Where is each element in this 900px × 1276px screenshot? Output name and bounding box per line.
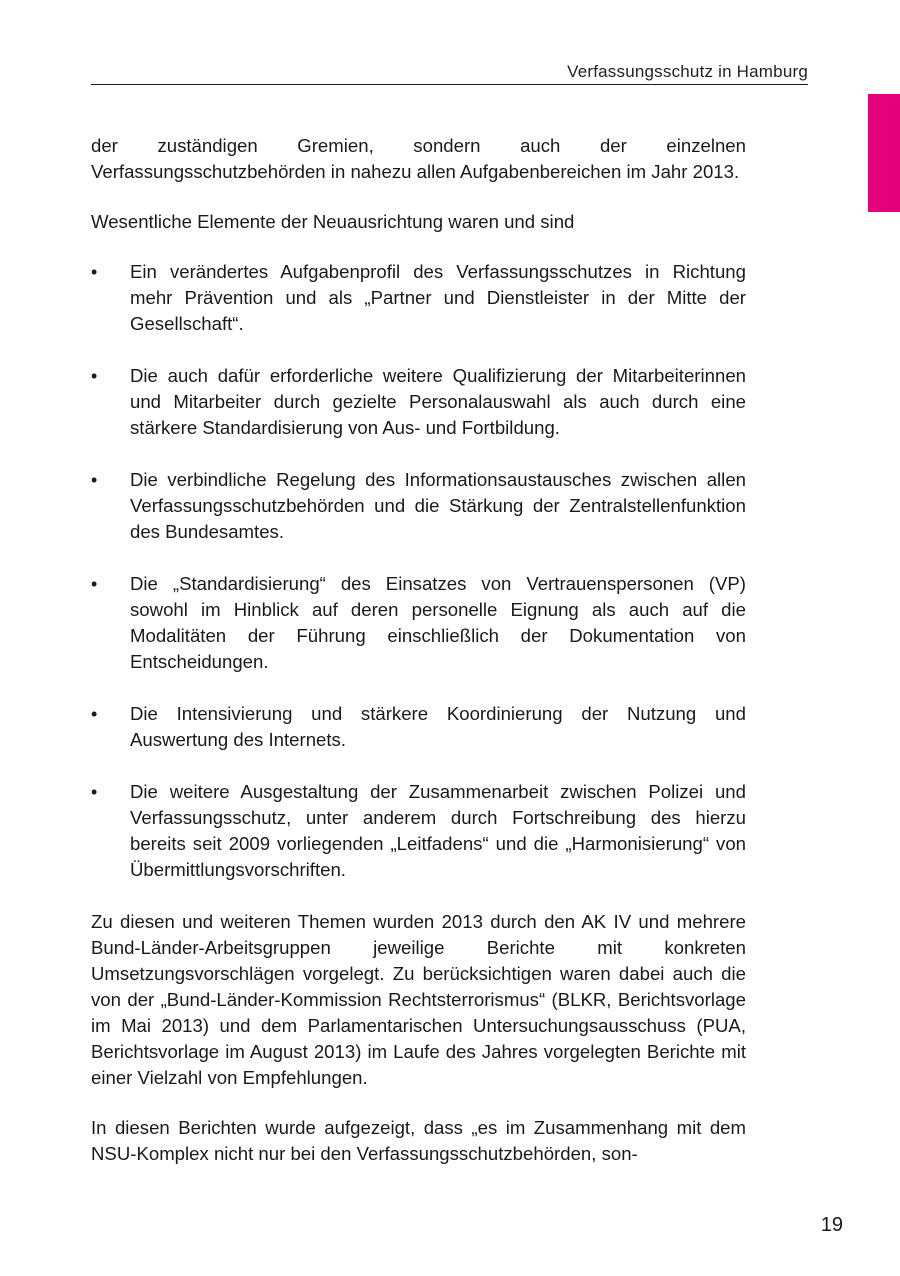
- paragraph-intro: der zuständigen Gremien, sondern auch der einzelnen Verfassungsschutzbehörden in nahezu allen Aufgabenbereichen im Jahr 2013.: [91, 135, 746, 182]
- chapter-color-tab: [868, 94, 900, 212]
- list-item: [91, 571, 746, 675]
- list-item: [91, 259, 746, 337]
- bullet-list: [91, 259, 746, 883]
- paragraph-list-lead: Wesentliche Elemente der Neuausrichtung waren und sind: [91, 211, 575, 232]
- bullet-icon: •: [91, 366, 98, 386]
- bullet-icon: •: [91, 704, 98, 724]
- paragraph-reports: Zu diesen und weiteren Themen wurden 2013 durch den AK IV und mehrere Bund-Länder-Arbeitsgruppen jeweilige Berichte mit konkreten Umsetzungsvorschlägen vorgelegt. Zu berücksichtigen waren dabei auch die von der „Bund-Länder-Kommission Rechtsterrorismus“ (BLKR, Berichtsvorlage im Mai 2013) und dem Parlamentarischen Untersuchungsausschuss (PUA, Berichtsvorlage im August 2013) im Laufe des Jahres vorgelegten Berichte mit einer Vielzahl von Empfehlungen.: [91, 911, 746, 1088]
- list-item: [91, 467, 746, 545]
- list-item-text: Die verbindliche Regelung des Informationsaustausches zwischen allen Verfassungsschutzbehörden und die Stärkung der Zentralstellenfunktion des Bundesamtes.: [130, 469, 746, 542]
- header-title: Verfassungsschutz in Hamburg: [567, 62, 808, 81]
- list-item-text: Die auch dafür erforderliche weitere Qualifizierung der Mitarbeiterinnen und Mitarbeiter durch gezielte Personalauswahl als auch durch eine stärkere Standardisierung von Aus- und Fortbildung.: [130, 365, 746, 438]
- list-item: [91, 779, 746, 883]
- bullet-icon: •: [91, 470, 98, 490]
- paragraph-findings: In diesen Berichten wurde aufgezeigt, dass „es im Zusammenhang mit dem NSU-Komplex nicht nur bei den Verfassungsschutzbehörden, son-: [91, 1117, 746, 1164]
- list-item-text: Die Intensivierung und stärkere Koordinierung der Nutzung und Auswertung des Internets.: [130, 703, 746, 750]
- list-item-text: Die weitere Ausgestaltung der Zusammenarbeit zwischen Polizei und Verfassungsschutz, unter anderem durch Fortschreibung des hierzu bereits seit 2009 vorliegenden „Leitfadens“ und die „Harmonisierung“ von Übermittlungsvorschriften.: [130, 781, 746, 880]
- list-item-text: Die „Standardisierung“ des Einsatzes von Vertrauenspersonen (VP) sowohl im Hinblick auf deren personelle Eignung als auch auf die Modalitäten der Führung einschließlich der Dokumentation von Entscheidungen.: [130, 573, 746, 672]
- bullet-icon: •: [91, 262, 98, 282]
- list-item-text: Ein verändertes Aufgabenprofil des Verfassungsschutzes in Richtung mehr Prävention und als „Partner und Dienstleister in der Mitte der Gesellschaft“.: [130, 261, 746, 334]
- list-item: [91, 363, 746, 441]
- running-header: [91, 58, 808, 85]
- page-body: [91, 133, 746, 1191]
- page-number: 19: [820, 1214, 843, 1236]
- list-item: [91, 701, 746, 753]
- bullet-icon: •: [91, 574, 98, 594]
- bullet-icon: •: [91, 782, 98, 802]
